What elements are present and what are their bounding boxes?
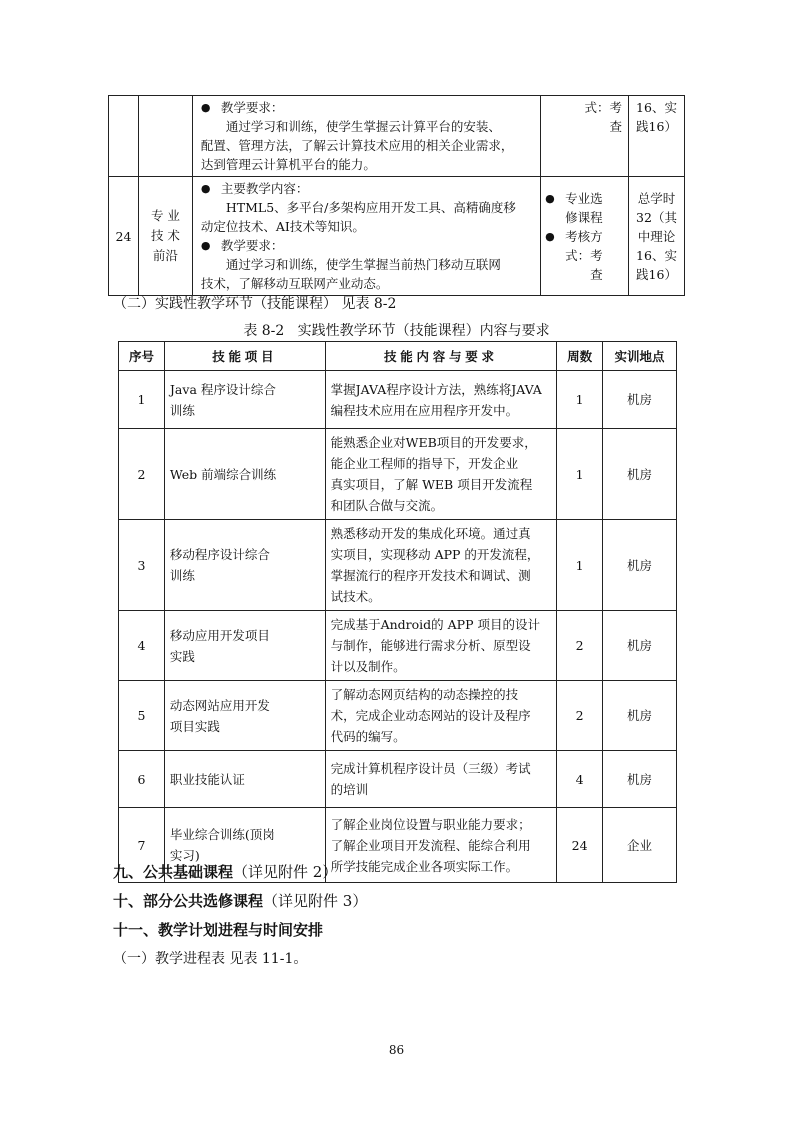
project-line: 职业技能认证 <box>169 771 245 787</box>
hours-line: 16、实 <box>636 247 677 263</box>
hours-line: 总学时 <box>637 190 676 206</box>
sub-heading-schedule-table: （一）教学进程表 见表 11-1。 <box>113 951 308 967</box>
content-line: 了解企业项目开发流程、能综合利用 <box>330 837 531 853</box>
content-line: 的培训 <box>330 782 369 797</box>
name-line: 技 术 <box>150 228 180 243</box>
project-line: Web 前端综合训练 <box>169 466 277 482</box>
content-line: 能企业工程师的指导下，开发企业 <box>330 456 519 471</box>
content-line: 计以及制作。 <box>330 659 406 674</box>
content-line: 了解动态网页结构的动态操控的技 <box>330 687 519 702</box>
header-weeks: 周数 <box>557 342 603 371</box>
content-heading: 主要教学内容： <box>220 181 309 196</box>
table-row <box>119 520 677 611</box>
name-line: 专 业 <box>150 208 180 223</box>
content-line: 和团队合做与交流。 <box>330 498 444 513</box>
requirement-heading: 教学要求： <box>220 100 284 115</box>
content-text: HTML5、多平台/多架构应用开发工具、高精确度移 <box>225 200 516 215</box>
header-project: 技能项目 <box>164 342 325 371</box>
table-row <box>119 751 677 808</box>
category-line: 修课程 <box>565 209 603 225</box>
project-line: 实习) <box>169 848 200 863</box>
category-cell <box>541 177 629 296</box>
place-cell: 机房 <box>603 429 677 520</box>
table-row <box>119 371 677 429</box>
hours-line: 中理论 <box>637 228 676 244</box>
content-line: 代码的编写。 <box>330 729 406 744</box>
category-line: 式：考 <box>584 100 623 115</box>
project-line: 移动应用开发项目 <box>169 627 270 643</box>
row-number: 1 <box>119 371 165 429</box>
project-line: 移动程序设计综合 <box>169 547 270 562</box>
project-line: 项目实践 <box>169 718 220 734</box>
requirement-text: 配置、管理方法，了解云计算技术应用的相关企业需求， <box>200 138 514 153</box>
project-line: Java 程序设计综合 <box>169 381 276 397</box>
content-line: 与制作，能够进行需求分析、原型设 <box>330 638 531 653</box>
page-number: 86 <box>388 1043 405 1057</box>
heading-public-elective-courses <box>113 890 367 911</box>
place-cell: 机房 <box>603 520 677 611</box>
heading-note: （详见附件 2） <box>233 863 338 881</box>
table-row <box>119 681 677 751</box>
table-header-row <box>119 342 677 371</box>
content-line: 编程技术应用在应用程序开发中。 <box>330 402 519 418</box>
heading-title: 九、公共基础课程 <box>113 863 234 881</box>
table-caption: 表 8-2 实践性教学环节（技能课程）内容与要求 <box>243 323 550 339</box>
name-cell <box>138 177 192 296</box>
category-cell <box>541 96 629 177</box>
row-number: 7 <box>119 808 165 883</box>
hours-line: 32（其 <box>636 209 677 225</box>
content-line: 所学技能完成企业各项实际工作。 <box>330 858 519 874</box>
requirement-text: 通过学习和训练，使学生掌握当前热门移动互联网 <box>225 257 501 272</box>
project-cell <box>164 611 325 681</box>
heading-title: 十一、教学计划进程与时间安排 <box>113 921 324 939</box>
heading-note: （详见附件 3） <box>263 892 368 910</box>
category-line: 考核方 <box>565 228 603 244</box>
weeks-cell: 1 <box>557 371 603 429</box>
bullet-icon: ● <box>200 182 211 195</box>
content-cell <box>192 177 540 296</box>
project-line: 训练 <box>169 568 195 583</box>
place-cell: 机房 <box>603 611 677 681</box>
content-cell <box>325 681 557 751</box>
project-cell <box>164 429 325 520</box>
hours-cell <box>629 177 685 296</box>
number-cell: 24 <box>109 177 139 296</box>
weeks-cell: 24 <box>557 808 603 883</box>
requirement-heading: 教学要求： <box>220 238 284 253</box>
weeks-cell: 2 <box>557 681 603 751</box>
heading-title: 十、部分公共选修课程 <box>113 892 264 910</box>
category-line: 查 <box>609 119 623 134</box>
table-row <box>119 429 677 520</box>
category-line: 专业选 <box>565 190 603 206</box>
project-line: 毕业综合训练(顶岗 <box>169 827 275 842</box>
place-cell: 企业 <box>603 808 677 883</box>
place-cell: 机房 <box>603 371 677 429</box>
project-cell <box>164 520 325 611</box>
bullet-icon: ● <box>545 229 555 243</box>
weeks-cell: 2 <box>557 611 603 681</box>
row-number: 4 <box>119 611 165 681</box>
content-line: 真实项目，了解 WEB 项目开发流程 <box>330 477 533 492</box>
heading-public-basic-courses <box>113 861 337 882</box>
place-cell: 机房 <box>603 751 677 808</box>
content-line: 完成计算机程序设计员（三级）考试 <box>330 761 531 776</box>
content-cell <box>325 751 557 808</box>
section-heading-practice: （二）实践性教学环节（技能课程） 见表 8-2 <box>113 296 397 312</box>
course-table-continued <box>108 95 685 296</box>
row-number: 2 <box>119 429 165 520</box>
bullet-icon: ● <box>545 191 555 205</box>
content-cell <box>192 96 540 177</box>
category-line: 查 <box>590 266 603 282</box>
project-line: 实践 <box>169 648 195 664</box>
header-place: 实训地点 <box>603 342 677 371</box>
content-cell <box>325 429 557 520</box>
row-number: 6 <box>119 751 165 808</box>
bullet-icon: ● <box>200 101 211 114</box>
requirement-text: 技术，了解移动互联网产业动态。 <box>200 276 389 291</box>
header-number: 序号 <box>119 342 165 371</box>
hours-line: 践16） <box>636 266 677 282</box>
project-line: 动态网站应用开发 <box>169 697 270 713</box>
content-line: 试技术。 <box>330 589 381 604</box>
project-cell <box>164 751 325 808</box>
weeks-cell: 1 <box>557 520 603 611</box>
content-line: 熟悉移动开发的集成化环境。通过真 <box>330 526 531 541</box>
weeks-cell: 4 <box>557 751 603 808</box>
name-line: 前沿 <box>152 248 178 263</box>
bullet-icon: ● <box>200 239 211 252</box>
weeks-cell: 1 <box>557 429 603 520</box>
content-cell <box>325 520 557 611</box>
skills-table <box>118 341 677 883</box>
content-line: 掌握JAVA程序设计方法，熟练将JAVA <box>330 381 542 397</box>
content-cell <box>325 808 557 883</box>
header-content: 技能内容与要求 <box>325 342 557 371</box>
table-row <box>109 177 685 296</box>
project-line: 训练 <box>169 402 195 418</box>
requirement-text: 达到管理云计算机平台的能力。 <box>200 157 376 172</box>
name-cell <box>138 96 192 177</box>
row-number: 3 <box>119 520 165 611</box>
content-line: 术，完成企业动态网站的设计及程序 <box>330 708 531 723</box>
content-line: 掌握流行的程序开发技术和调试、测 <box>330 568 531 583</box>
content-line: 完成基于Android的 APP 项目的设计 <box>330 617 540 632</box>
content-cell <box>325 371 557 429</box>
category-line: 式：考 <box>565 247 603 263</box>
row-number: 5 <box>119 681 165 751</box>
number-cell <box>109 96 139 177</box>
project-cell <box>164 371 325 429</box>
content-text: 动定位技术、AI技术等知识。 <box>200 219 365 234</box>
hours-cell <box>629 96 685 177</box>
content-line: 能熟悉企业对WEB项目的开发要求， <box>330 435 537 450</box>
project-cell <box>164 681 325 751</box>
hours-line: 践16） <box>636 119 677 134</box>
content-line: 了解企业岗位设置与职业能力要求； <box>330 816 531 832</box>
requirement-text: 通过学习和训练，使学生掌握云计算平台的安装、 <box>225 119 501 134</box>
place-cell: 机房 <box>603 681 677 751</box>
hours-line: 16、实 <box>636 100 677 115</box>
table-row <box>119 611 677 681</box>
content-line: 实项目，实现移动 APP 的开发流程， <box>330 547 540 562</box>
table-row <box>109 96 685 177</box>
content-cell <box>325 611 557 681</box>
heading-teaching-schedule <box>113 919 323 940</box>
